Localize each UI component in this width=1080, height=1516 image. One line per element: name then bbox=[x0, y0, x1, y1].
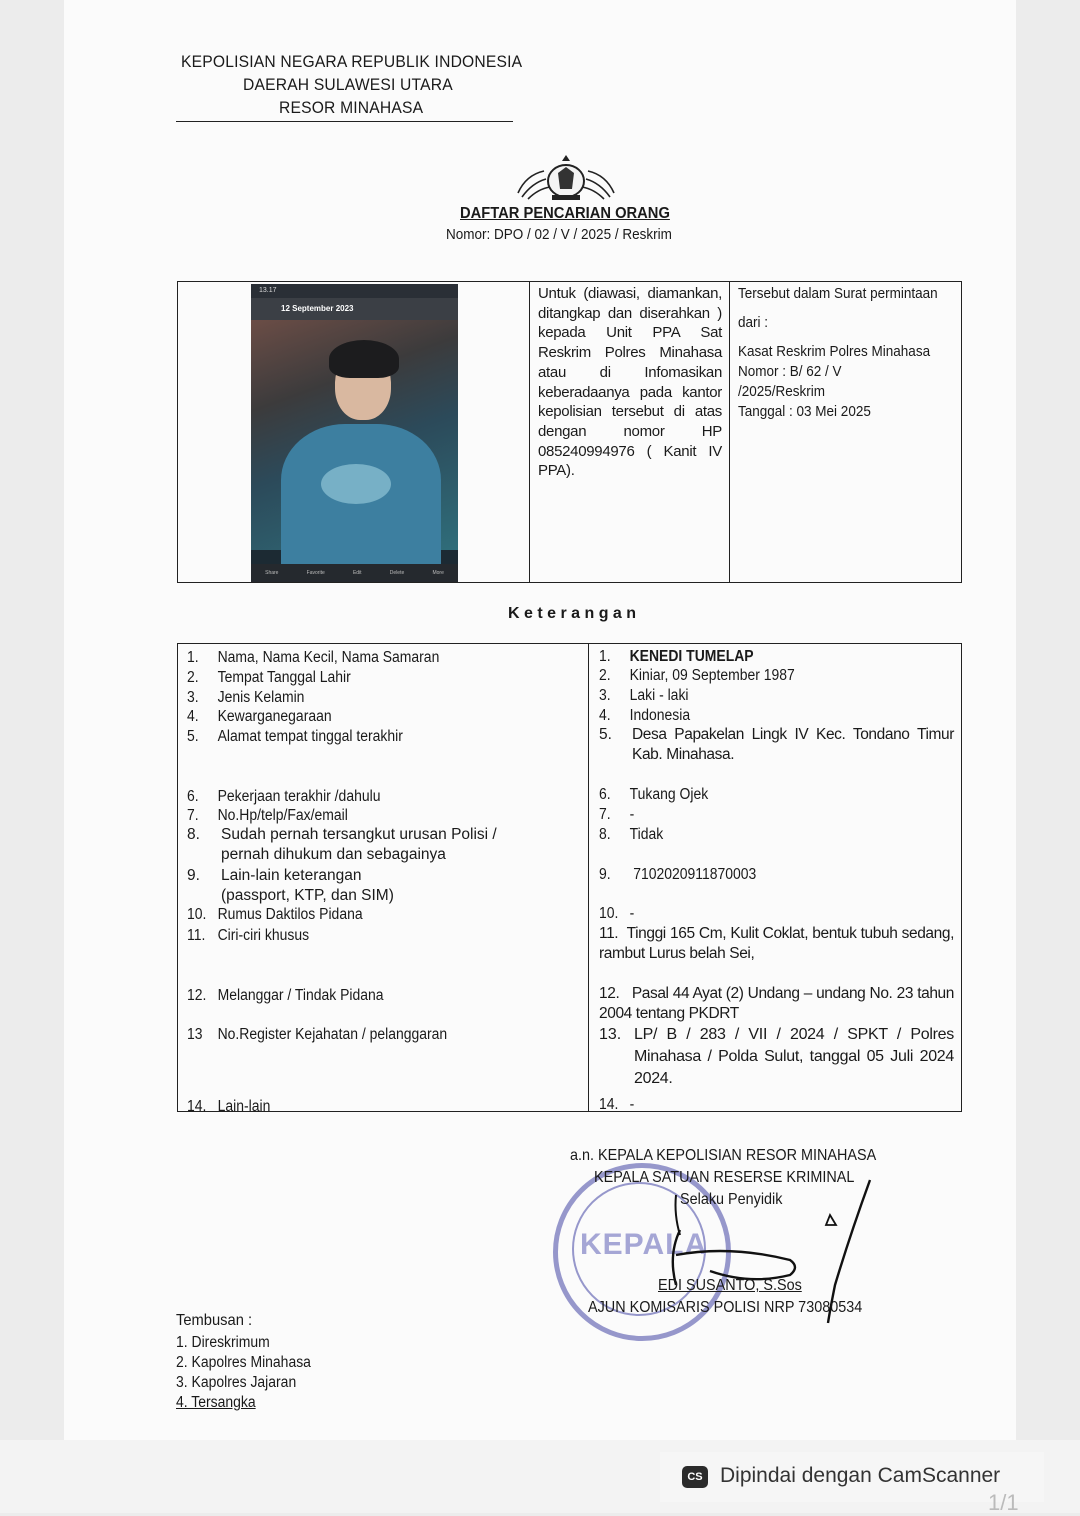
field-label-13: 13 No.Register Kejahatan / pelanggaran bbox=[187, 1026, 448, 1043]
photo-nav-share: Share bbox=[265, 570, 279, 576]
photo-status-bar: 13.17 bbox=[251, 284, 458, 298]
field-value-3: 3. Laki - laki bbox=[599, 687, 689, 704]
field-label-9: 9. Lain-lain keterangan (passport, KTP, dan SIM) bbox=[187, 867, 394, 904]
header-line-3: RESOR MINAHASA bbox=[279, 98, 424, 117]
field-value-13: 13. LP/ B / 283 / VII / 2024 / SPKT / Polres Minahasa / Polda Sulut, tanggal 05 Juli 2024 2024. bbox=[599, 1026, 954, 1087]
document-title: DAFTAR PENCARIAN ORANG bbox=[460, 205, 670, 222]
tembusan-title: Tembusan : bbox=[176, 1312, 253, 1329]
photo-nav-edit: Edit bbox=[352, 570, 362, 576]
field-label-8: 8. Sudah pernah tersangkut urusan Polisi / pernah dihukum dan sebagainya bbox=[187, 826, 497, 863]
field-label-10: 10. Rumus Daktilos Pidana bbox=[187, 906, 363, 923]
tembusan-item-4: 4. Tersangka bbox=[176, 1394, 256, 1411]
tembusan-item-3: 3. Kapolres Jajaran bbox=[176, 1374, 297, 1391]
field-value-1: 1. KENEDI TUMELAP bbox=[599, 648, 754, 665]
document-number: Nomor: DPO / 02 / V / 2025 / Reskrim bbox=[446, 226, 672, 243]
photo-nav-favorite: Favorite bbox=[306, 570, 325, 576]
signature-line-2: KEPALA SATUAN RESERSE KRIMINAL bbox=[594, 1169, 855, 1186]
header-line-2: DAERAH SULAWESI UTARA bbox=[243, 75, 453, 94]
field-value-12: 12. Pasal 44 Ayat (2) Undang – undang No. 23 tahun 2004 tentang PKDRT bbox=[599, 985, 954, 1022]
tembusan-list bbox=[176, 1333, 311, 1413]
signature-line-3: Selaku Penyidik bbox=[680, 1191, 783, 1208]
field-value-8: 8. Tidak bbox=[599, 826, 664, 843]
field-value-9: 9. 7102020911870003 bbox=[599, 866, 757, 883]
request-line-3: Kasat Reskrim Polres Minahasa bbox=[738, 343, 931, 360]
field-label-14: 14. Lain-lain bbox=[187, 1098, 271, 1115]
camscanner-text: Dipindai dengan CamScanner bbox=[720, 1464, 1001, 1487]
signatory-rank: AJUN KOMISARIS POLISI NRP 73080534 bbox=[588, 1299, 863, 1316]
field-value-10: 10. - bbox=[599, 905, 635, 922]
tembusan-item-2: 2. Kapolres Minahasa bbox=[176, 1354, 311, 1371]
field-value-4: 4. Indonesia bbox=[599, 707, 691, 724]
photo-nav-more: More bbox=[432, 570, 444, 576]
field-value-5: 5. Desa Papakelan Lingk IV Kec. Tondano Timur Kab. Minahasa. bbox=[599, 726, 954, 763]
signature-line-1: a.n. KEPALA KEPOLISIAN RESOR MINAHASA bbox=[570, 1147, 877, 1164]
page-indicator: 1/1 bbox=[988, 1490, 1019, 1515]
field-label-7: 7. No.Hp/telp/Fax/email bbox=[187, 807, 348, 824]
top-table-divider-1 bbox=[529, 281, 530, 583]
request-line-4: Nomor : B/ 62 / V bbox=[738, 363, 842, 380]
field-label-3: 3. Jenis Kelamin bbox=[187, 689, 305, 706]
signatory-name: EDI SUSANTO, S.Sos bbox=[658, 1277, 802, 1294]
field-label-12: 12. Melanggar / Tindak Pidana bbox=[187, 987, 384, 1004]
field-label-1: 1. Nama, Nama Kecil, Nama Samaran bbox=[187, 649, 440, 666]
field-value-14: 14. - bbox=[599, 1096, 635, 1113]
police-emblem-icon bbox=[512, 153, 620, 203]
photo-bottom-nav bbox=[251, 564, 458, 582]
header-underline bbox=[176, 121, 513, 122]
field-label-6: 6. Pekerjaan terakhir /dahulu bbox=[187, 788, 381, 805]
request-line-2: dari : bbox=[738, 314, 769, 331]
field-label-11: 11. Ciri-ciri khusus bbox=[187, 927, 310, 944]
header-line-1: KEPOLISIAN NEGARA REPUBLIK INDONESIA bbox=[181, 52, 523, 71]
field-label-5: 5. Alamat tempat tinggal terakhir bbox=[187, 728, 403, 745]
keterangan-table-divider bbox=[588, 643, 589, 1112]
suspect-photo bbox=[251, 284, 458, 582]
field-value-2: 2. Kiniar, 09 September 1987 bbox=[599, 667, 795, 684]
camscanner-logo-icon: CS bbox=[682, 1466, 708, 1488]
instruction-text: Untuk (diawasi, diamankan, ditangkap dan diserahkan ) kepada Unit PPA Sat Reskrim Polres Minahasa atau di Infomasikan keberadaanya pada kantor kepolisian tersebut di atas dengan nomor HP 085240994976 ( Kanit IV PPA). bbox=[538, 285, 722, 480]
photo-date-label: 12 September 2023 bbox=[281, 304, 354, 313]
field-value-6: 6. Tukang Ojek bbox=[599, 786, 709, 803]
keterangan-title: K e t e r a n g a n bbox=[508, 605, 637, 622]
field-value-11: 11. Tinggi 165 Cm, Kulit Coklat, bentuk tubuh sedang, rambut Lurus belah Sei, bbox=[599, 925, 954, 962]
top-table-divider-2 bbox=[729, 281, 730, 583]
field-value-7: 7. - bbox=[599, 806, 635, 823]
request-line-1: Tersebut dalam Surat permintaan bbox=[738, 285, 938, 302]
field-label-2: 2. Tempat Tanggal Lahir bbox=[187, 669, 351, 686]
stamp-text: KEPALA bbox=[580, 1228, 708, 1261]
camscanner-watermark bbox=[660, 1452, 1044, 1502]
field-label-4: 4. Kewarganegaraan bbox=[187, 708, 332, 725]
photo-nav-delete: Delete bbox=[389, 570, 405, 576]
tembusan-item-1: 1. Direskrimum bbox=[176, 1334, 270, 1351]
request-line-5: /2025/Reskrim bbox=[738, 383, 826, 400]
request-line-6: Tanggal : 03 Mei 2025 bbox=[738, 403, 871, 420]
